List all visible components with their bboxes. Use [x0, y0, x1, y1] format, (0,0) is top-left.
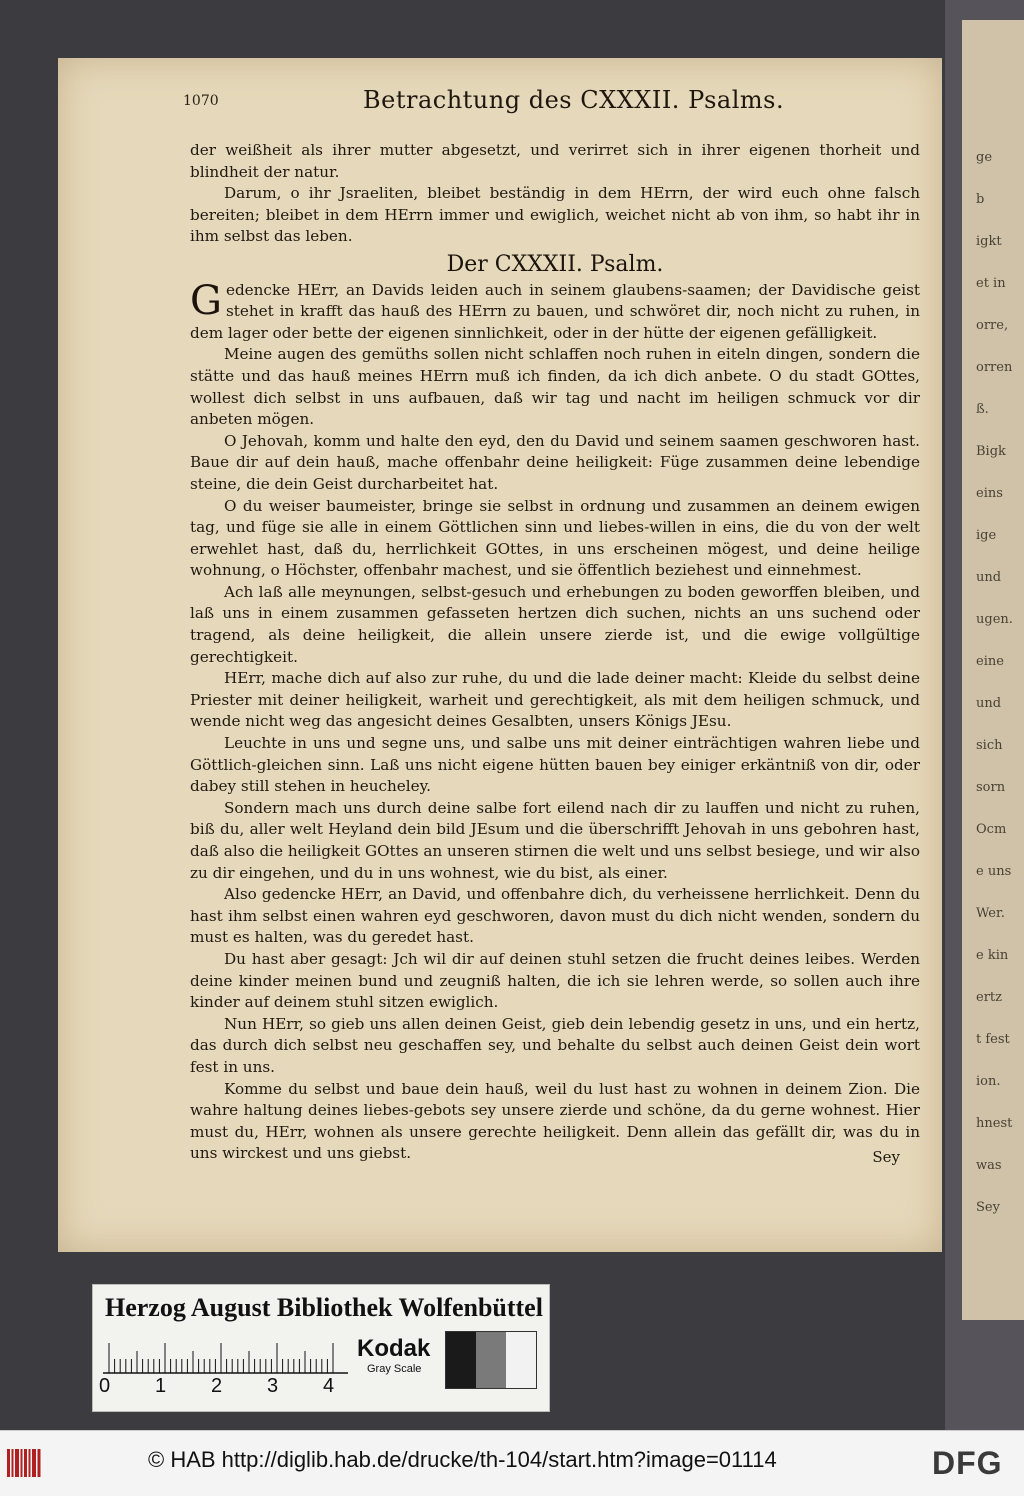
paragraph: Darum, o ihr Jsraeliten, bleibet beständig in dem HErrn, der wird euch ohne falsch bereiten; bleibet in dem HErrn immer und ewiglich, weichet nicht ab von ihm, so habt ihr in ihm selbst das leben. — [190, 184, 920, 246]
paragraph: Ach laß alle meynungen, selbst-gesuch und erhebungen zu boden geworffen bleiben, und laß uns in einem zusammen gefasseten hertzen dich suchen, nichts an uns suchend oder tragend, als deine heiligkeit, die allein unsere zierde ist, und die ewige vollgültige gerechtigkeit. — [190, 582, 920, 666]
paragraph: Du hast aber gesagt: Jch wil dir auf deinen stuhl setzen die frucht deines leibes. Werden deine kinder meinen bund und zeugniß halten, die ich sie lehren werde, so sollen auch ihre kinder auf deinem stuhl sitzen ewiglich. — [190, 949, 920, 1012]
adjacent-text-fragment: Bigk — [976, 444, 1006, 459]
logo-bar — [7, 1449, 10, 1477]
adjacent-page-fragment — [962, 20, 1024, 1320]
paragraph: Meine augen des gemüths sollen nicht schlaffen noch ruhen in eiteln dingen, sondern die stätte und das hauß meines HErrn muß ich finden, da ich dich anbete. O du stadt GOttes, wollest dich selbst in uns aufbauen, daß wir tag und nacht im heiligen schmuck vor dir anbeten mögen. — [190, 345, 920, 429]
adjacent-text-fragment: t fest — [976, 1032, 1010, 1047]
ruler-numbers — [99, 1375, 349, 1399]
ruler-number: 4 — [323, 1375, 335, 1397]
ruler-number: 1 — [155, 1375, 167, 1397]
copyright-link[interactable]: © HAB http://diglib.hab.de/drucke/th-104/start.htm?image=01114 — [148, 1447, 777, 1472]
book-page — [58, 58, 942, 1252]
adjacent-text-fragment: eine — [976, 654, 1004, 669]
adjacent-text-fragment: und — [976, 696, 1002, 711]
adjacent-text-fragment: ertz — [976, 990, 1002, 1005]
adjacent-text-fragment: was — [976, 1158, 1002, 1173]
adjacent-text-fragment: e uns — [976, 864, 1012, 879]
paragraph: HErr, mache dich auf also zur ruhe, du und die lade deiner macht: Kleide du selbst deine Priester mit deiner heiligkeit, warheit und gerechtigkeit, als mit dem heiligen schmuck, und wende nicht weg das angesicht deines Gesalbten, unsers Königs JEsu. — [190, 669, 920, 731]
paragraph-first — [190, 277, 920, 345]
page-body — [190, 140, 920, 1165]
adjacent-text-fragment: e kin — [976, 948, 1009, 963]
ruler-scale — [103, 1335, 348, 1375]
paragraph: Komme du selbst und baue dein hauß, weil du lust hast zu wohnen in deinem Zion. Die wahre haltung deines liebes-gebots sey unsere zierde und schöne, da du gerne wohnest. Hier must du, HErr, wohnen als unsere gerechte heiligkeit. Denn allein das gefällt dir, was du in uns wirckest und uns giebst. — [190, 1079, 920, 1163]
adjacent-text-fragment: Sey — [976, 1200, 1000, 1215]
ruler-number: 0 — [99, 1375, 111, 1397]
adjacent-text-fragment: b — [976, 192, 985, 207]
psalm-heading: Der CXXXII. Psalm. — [446, 251, 664, 277]
ruler-number: 3 — [267, 1375, 279, 1397]
adjacent-text-fragment: sich — [976, 738, 1003, 753]
swatch-gray — [476, 1332, 506, 1388]
logo-bar — [12, 1449, 14, 1477]
adjacent-text-fragment: ß. — [976, 402, 989, 417]
dfg-logo: DFG — [932, 1445, 1003, 1481]
page-number: 1070 — [183, 93, 219, 109]
adjacent-text-fragment: igkt — [976, 234, 1002, 249]
adjacent-text-fragment: und — [976, 570, 1002, 585]
logo-bar — [24, 1449, 27, 1477]
adjacent-text-fragment: sorn — [976, 780, 1006, 795]
initial-letter: G — [190, 277, 222, 324]
catchword: Sey — [872, 1148, 900, 1166]
adjacent-text-fragment: ugen. — [976, 612, 1013, 627]
paragraph: Sondern mach uns durch deine salbe fort eilend nach dir zu lauffen und nicht zu ruhen, biß du, aller welt Heyland dein bild JEsum und die überschrifft Jehovah in uns gebohren hast, daß also die heiligkeit GOttes an unseren stirnen die welt und uns selbst besiege, und wir also zu dir eingehen, und du in uns wohnest, wie du bist, als einer. — [190, 798, 920, 882]
ruler-number: 2 — [211, 1375, 223, 1397]
logo-bar — [32, 1449, 36, 1477]
logo-bar — [15, 1449, 19, 1477]
paragraph-text: edencke HErr, an Davids leiden auch in seinem glaubens-saamen; der Davidische geist stehet in krafft das hauß des HErrn zu bauen, und schwöret dir, noch nicht zu ruhen, in dem lager oder bette der eigenen sinnlichkeit, oder in der hütte der eigenen gefälligkeit. — [190, 280, 920, 342]
grayscale-caption: Gray Scale — [367, 1363, 422, 1375]
swatch-white — [506, 1332, 536, 1388]
paragraph: Also gedencke HErr, an David, und offenbahre dich, du verheissene herrlichkeit. Denn du hast ihm selbst einen wahren eyd geschworen, davon must du dich nicht wenden, sondern du must es halten, was du geredet hast. — [190, 885, 920, 947]
hab-barcode-icon — [6, 1443, 44, 1483]
paragraph: Leuchte in uns und segne uns, und salbe uns mit deiner einträchtigen wahren liebe und Göttlich-gleichen sinn. Laß uns nicht eigene hütten bauen bey einiger erkäntniß von dir, oder dabey still stehen in heucheley. — [190, 734, 920, 796]
logo-bar — [21, 1449, 23, 1477]
kodak-brand: Kodak — [357, 1335, 431, 1362]
paragraph: der weißheit als ihrer mutter abgesetzt, und verirret sich in ihrer eigenen thorheit und blindheit der natur. — [190, 141, 920, 181]
adjacent-text-fragment: hnest — [976, 1116, 1013, 1131]
swatch-black — [446, 1332, 476, 1388]
library-title: Herzog August Bibliothek Wolfenbüttel — [105, 1293, 543, 1322]
logo-bar — [29, 1449, 31, 1477]
logo-bar — [38, 1449, 41, 1477]
adjacent-text-fragment: ge — [976, 150, 993, 165]
footer-bar — [0, 1430, 1024, 1496]
paragraph: O Jehovah, komm und halte den eyd, den du David und seinem saamen geschworen hast. Baue dir auf dein hauß, mache offenbahr deine heiligkeit: Füge zusammen deine lebendige steine, die dein Geist durcharbeitet hat. — [190, 431, 920, 493]
adjacent-text-fragment: ige — [976, 528, 997, 543]
adjacent-text-fragment: ion. — [976, 1074, 1001, 1089]
paragraph: O du weiser baumeister, bringe sie selbst in ordnung und zusammen an deinem ewigen tag, und füge sie alle in einem Göttlichen sinn und liebes-willen in eins, die du von der welt erwehlet hast, daß du, herrlichkeit GOttes, in uns erscheinen mögest, und deine heilige wohnung, o Höchster, offenbahr machest, und sie öffentlich beziehest und einnehmest. — [190, 496, 920, 580]
adjacent-text-fragment: Ocm — [976, 822, 1007, 837]
adjacent-text-fragment: orre, — [976, 318, 1009, 333]
paragraph: Nun HErr, so gieb uns allen deinen Geist, gieb dein lebendig gesetz in uns, und ein hertz, das durch dich selbst neu geschaffen sey, und behalte du selbst auch deinen Geist dein wort fest in uns. — [190, 1014, 920, 1076]
adjacent-text-fragment: orren — [976, 360, 1013, 375]
adjacent-text-fragment: et in — [976, 276, 1006, 291]
adjacent-text-fragment: Wer. — [976, 906, 1005, 921]
gray-swatches — [445, 1331, 537, 1389]
library-color-card — [92, 1284, 550, 1412]
adjacent-text-fragment: eins — [976, 486, 1003, 501]
running-title: Betrachtung des CXXXII. Psalms. — [363, 86, 785, 114]
